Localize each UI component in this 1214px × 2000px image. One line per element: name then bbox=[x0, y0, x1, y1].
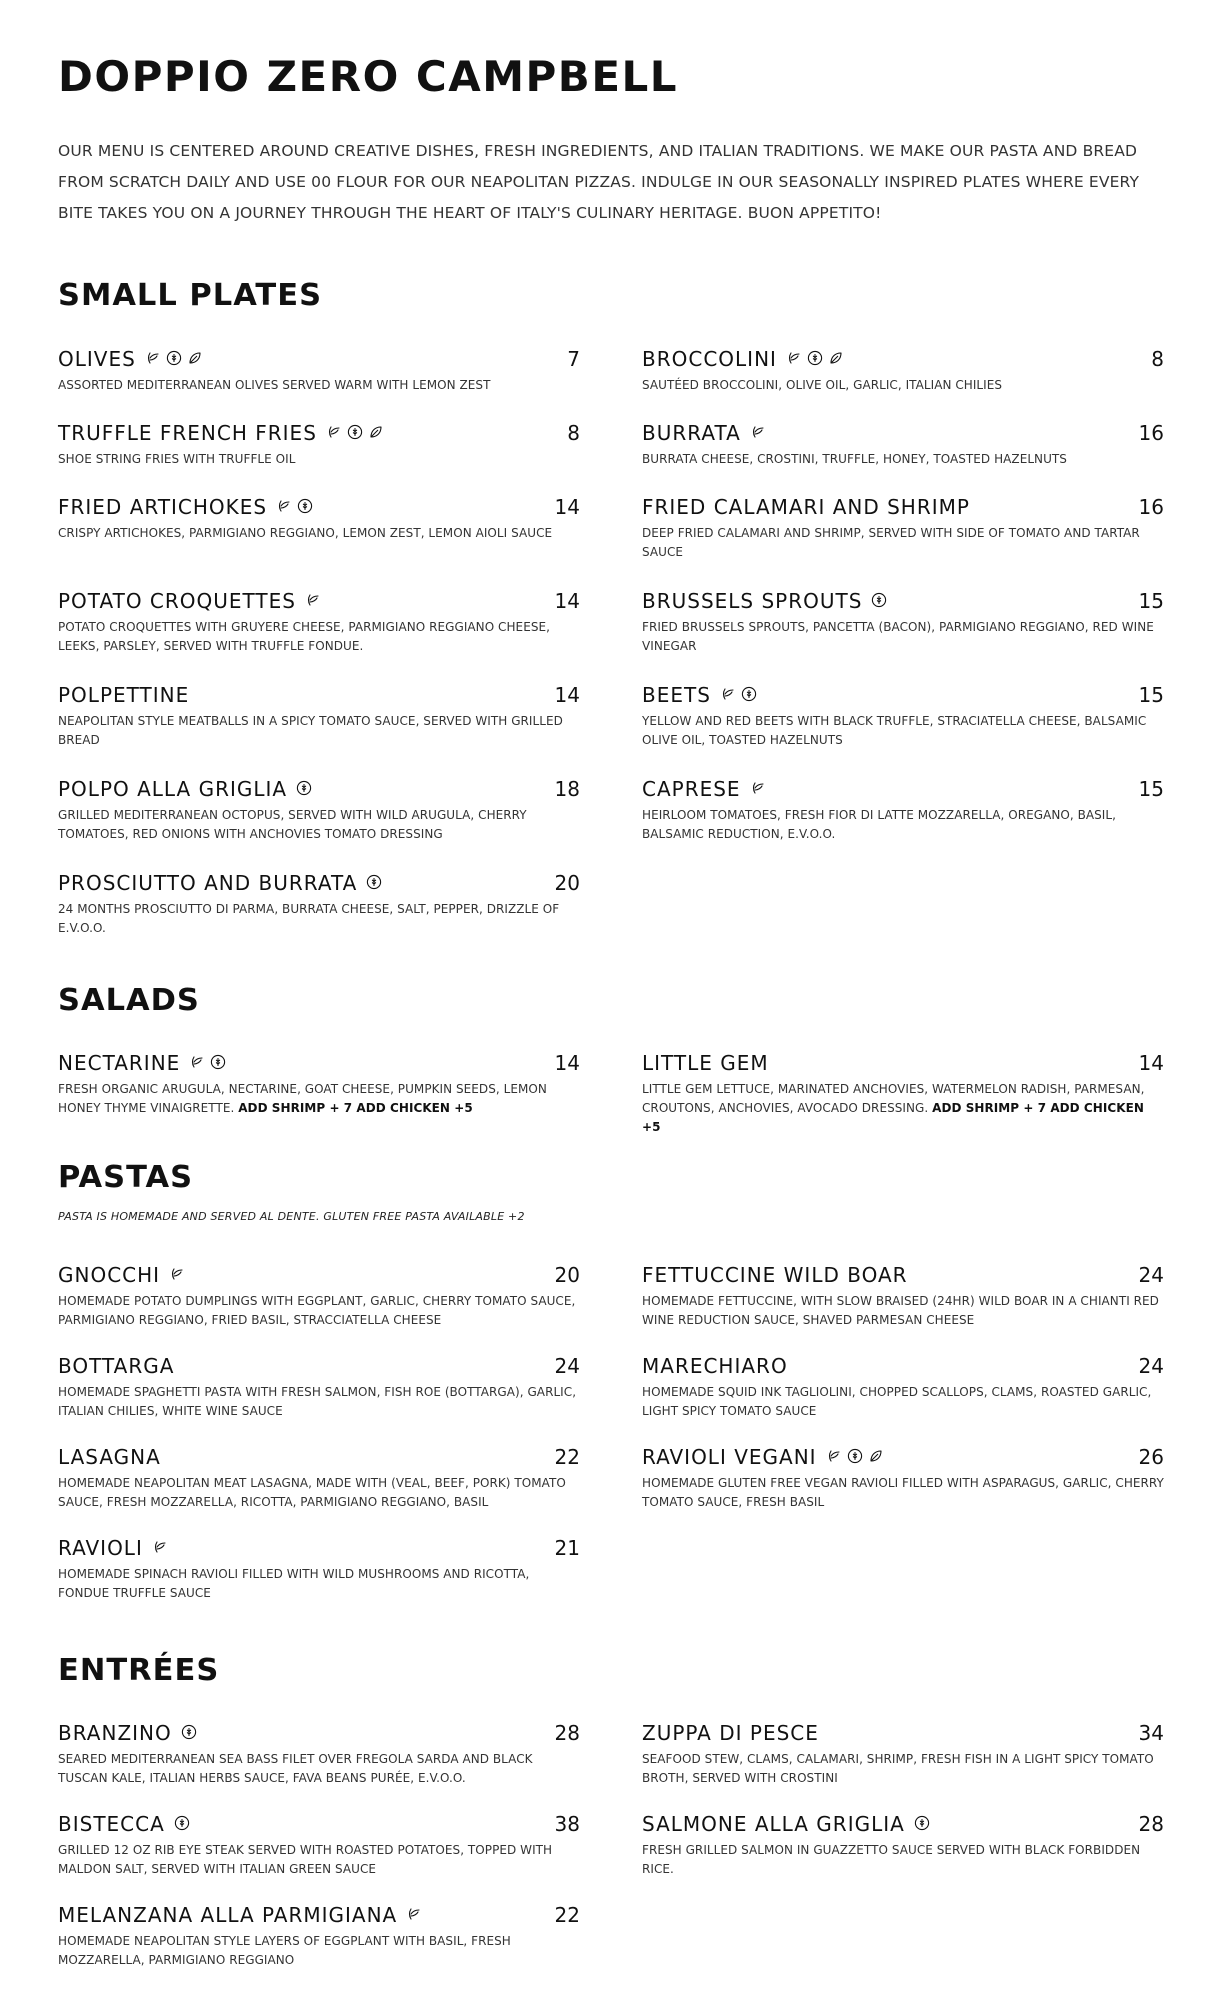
menu-item-price: 22 bbox=[554, 1445, 580, 1469]
menu-item-header bbox=[642, 588, 1164, 614]
menu-section bbox=[58, 1160, 1168, 1195]
menu-item-description bbox=[642, 450, 1164, 469]
vegetarian-icon bbox=[786, 350, 802, 366]
gluten-free-icon bbox=[871, 592, 887, 608]
description-text: LITTLE GEM LETTUCE, MARINATED ANCHOVIES, WATERMELON RADISH, PARMESAN, CROUTONS, ANCHOVIES, AVOCADO DRESSING. bbox=[642, 1082, 1145, 1115]
menu-item bbox=[58, 1444, 580, 1512]
menu-item-description bbox=[58, 1080, 580, 1118]
menu-item bbox=[642, 776, 1164, 844]
menu-item-header bbox=[642, 346, 1164, 372]
menu-intro: OUR MENU IS CENTERED AROUND CREATIVE DISHES, FRESH INGREDIENTS, AND ITALIAN TRADITIONS. WE MAKE OUR PASTA AND BREAD FROM SCRATCH DAILY AND USE 00 FLOUR FOR OUR NEAPOLITAN PIZZAS. INDULGE IN OUR SEASONALLY INSPIRED PLATES WHERE EVERY BITE TAKES YOU ON A JOURNEY THROUGH THE HEART OF ITALY'S CULINARY HERITAGE. BUON APPETITO! bbox=[58, 142, 1140, 222]
menu-item-name: CAPRESE bbox=[642, 777, 741, 801]
menu-item-price: 8 bbox=[567, 421, 580, 445]
menu-item-header bbox=[642, 682, 1164, 708]
menu-item bbox=[642, 494, 1164, 562]
menu-item-name: MELANZANA ALLA PARMIGIANA bbox=[58, 1903, 398, 1927]
menu-item-price: 20 bbox=[554, 871, 580, 895]
vegetarian-icon bbox=[326, 424, 342, 440]
menu-item-header bbox=[58, 1444, 580, 1470]
menu-item-header bbox=[58, 776, 580, 802]
menu-item bbox=[642, 1262, 1164, 1330]
section-title: SALADS bbox=[58, 983, 200, 1018]
gluten-free-icon bbox=[741, 686, 757, 702]
dietary-icons bbox=[184, 1050, 226, 1076]
menu-item-description bbox=[642, 524, 1164, 562]
vegetarian-icon bbox=[305, 592, 321, 608]
menu-item-header bbox=[58, 1902, 580, 1928]
menu-item-header bbox=[642, 494, 1164, 520]
vegetarian-icon bbox=[189, 1054, 205, 1070]
menu-item-name: ZUPPA DI PESCE bbox=[642, 1721, 819, 1745]
menu-item-name: POTATO CROQUETTES bbox=[58, 589, 296, 613]
description-text: SEARED MEDITERRANEAN SEA BASS FILET OVER FREGOLA SARDA AND BLACK TUSCAN KALE, ITALIAN HERBS SAUCE, FAVA BEANS PURÉE, E.V.O.O. bbox=[58, 1752, 533, 1785]
menu-section bbox=[58, 278, 1168, 313]
description-text: HOMEMADE FETTUCCINE, WITH SLOW BRAISED (24HR) WILD BOAR IN A CHIANTI RED WINE REDUCTION SAUCE, SHAVED PARMESAN CHEESE bbox=[642, 1294, 1159, 1327]
dietary-icons bbox=[715, 682, 757, 708]
menu-item-price: 16 bbox=[1138, 495, 1164, 519]
menu-item bbox=[58, 1262, 580, 1330]
menu-item-name: BEETS bbox=[642, 683, 711, 707]
menu-item-name: BRANZINO bbox=[58, 1721, 172, 1745]
description-text: YELLOW AND RED BEETS WITH BLACK TRUFFLE, STRACIATELLA CHEESE, BALSAMIC OLIVE OIL, TOASTED HAZELNUTS bbox=[642, 714, 1147, 747]
menu-item-name: POLPO ALLA GRIGLIA bbox=[58, 777, 288, 801]
menu-item-description bbox=[642, 1750, 1164, 1788]
menu-item-name: OLIVES bbox=[58, 347, 136, 371]
gluten-free-icon bbox=[347, 424, 363, 440]
description-text: POTATO CROQUETTES WITH GRUYERE CHEESE, PARMIGIANO REGGIANO CHEESE, LEEKS, PARSLEY, SERVED WITH TRUFFLE FONDUE. bbox=[58, 620, 550, 653]
menu-item-description bbox=[58, 524, 580, 543]
dietary-icons bbox=[361, 870, 382, 896]
menu-item-name: GNOCCHI bbox=[58, 1263, 161, 1287]
vegan-icon bbox=[368, 424, 384, 440]
menu-item-description bbox=[58, 1750, 580, 1788]
menu-item-name: SALMONE ALLA GRIGLIA bbox=[642, 1812, 905, 1836]
section-note: PASTA IS HOMEMADE AND SERVED AL DENTE. GLUTEN FREE PASTA AVAILABLE +2 bbox=[58, 1210, 525, 1223]
dietary-icons bbox=[909, 1811, 930, 1837]
menu-item-name: POLPETTINE bbox=[58, 683, 190, 707]
menu-item-name: BROCCOLINI bbox=[642, 347, 777, 371]
menu-item-description bbox=[642, 806, 1164, 844]
menu-item-price: 14 bbox=[554, 1051, 580, 1075]
menu-section bbox=[58, 983, 1168, 1018]
menu-item bbox=[58, 1353, 580, 1421]
description-text: 24 MONTHS PROSCIUTTO DI PARMA, BURRATA CHEESE, SALT, PEPPER, DRIZZLE OF E.V.O.O. bbox=[58, 902, 560, 935]
description-text: HOMEMADE SPAGHETTI PASTA WITH FRESH SALMON, FISH ROE (BOTTARGA), GARLIC, ITALIAN CHILIES, WHITE WINE SAUCE bbox=[58, 1385, 577, 1418]
menu-item bbox=[58, 1050, 580, 1118]
menu-item-header bbox=[642, 1720, 1164, 1746]
description-text: HOMEMADE SPINACH RAVIOLI FILLED WITH WILD MUSHROOMS AND RICOTTA, FONDUE TRUFFLE SAUCE bbox=[58, 1567, 530, 1600]
menu-item-price: 28 bbox=[554, 1721, 580, 1745]
menu-item-name: RAVIOLI bbox=[58, 1536, 143, 1560]
menu-item-name: BOTTARGA bbox=[58, 1354, 175, 1378]
menu-item-price: 7 bbox=[567, 347, 580, 371]
dietary-icons bbox=[821, 1444, 884, 1470]
menu-item-name: LITTLE GEM bbox=[642, 1051, 769, 1075]
menu-item-price: 18 bbox=[554, 777, 580, 801]
menu-item-name: NECTARINE bbox=[58, 1051, 181, 1075]
menu-item-price: 15 bbox=[1138, 777, 1164, 801]
add-ons: ADD SHRIMP + 7 ADD CHICKEN +5 bbox=[238, 1101, 473, 1115]
menu-item-description bbox=[58, 1383, 580, 1421]
dietary-icons bbox=[271, 494, 313, 520]
dietary-icons bbox=[781, 346, 844, 372]
dietary-icons bbox=[176, 1720, 197, 1746]
menu-item-header bbox=[58, 1811, 580, 1837]
dietary-icons bbox=[169, 1811, 190, 1837]
description-text: SHOE STRING FRIES WITH TRUFFLE OIL bbox=[58, 452, 296, 466]
menu-item-header bbox=[642, 776, 1164, 802]
menu-item-name: TRUFFLE FRENCH FRIES bbox=[58, 421, 317, 445]
description-text: HOMEMADE NEAPOLITAN MEAT LASAGNA, MADE WITH (VEAL, BEEF, PORK) TOMATO SAUCE, FRESH MOZZARELLA, RICOTTA, PARMIGIANO REGGIANO, BASIL bbox=[58, 1476, 566, 1509]
vegetarian-icon bbox=[152, 1539, 168, 1555]
description-text: HOMEMADE SQUID INK TAGLIOLINI, CHOPPED SCALLOPS, CLAMS, ROASTED GARLIC, LIGHT SPICY TOMATO SAUCE bbox=[642, 1385, 1152, 1418]
menu-item bbox=[642, 420, 1164, 469]
menu-item bbox=[642, 1050, 1164, 1137]
menu-item bbox=[58, 588, 580, 656]
menu-item-description bbox=[58, 1841, 580, 1879]
menu-item-price: 14 bbox=[554, 683, 580, 707]
menu-item-price: 26 bbox=[1138, 1445, 1164, 1469]
description-text: SAUTÉED BROCCOLINI, OLIVE OIL, GARLIC, ITALIAN CHILIES bbox=[642, 378, 1003, 392]
menu-item-header bbox=[642, 1811, 1164, 1837]
dietary-icons bbox=[291, 776, 312, 802]
menu-item-description bbox=[58, 900, 580, 938]
menu-item-description bbox=[642, 1383, 1164, 1421]
menu-item-name: LASAGNA bbox=[58, 1445, 161, 1469]
menu-section bbox=[58, 1653, 1168, 1688]
menu-item-price: 34 bbox=[1138, 1721, 1164, 1745]
vegan-icon bbox=[868, 1448, 884, 1464]
dietary-icons bbox=[401, 1902, 422, 1928]
menu-item-price: 8 bbox=[1151, 347, 1164, 371]
menu-item bbox=[642, 1720, 1164, 1788]
menu-item-price: 15 bbox=[1138, 683, 1164, 707]
menu-item bbox=[58, 682, 580, 750]
description-text: NEAPOLITAN STYLE MEATBALLS IN A SPICY TOMATO SAUCE, SERVED WITH GRILLED BREAD bbox=[58, 714, 563, 747]
menu-item bbox=[58, 1535, 580, 1603]
menu-item-description bbox=[58, 450, 580, 469]
menu-item-price: 14 bbox=[1138, 1051, 1164, 1075]
menu-item-description bbox=[58, 376, 580, 395]
section-title: SMALL PLATES bbox=[58, 278, 323, 313]
menu-item-name: FRIED ARTICHOKES bbox=[58, 495, 268, 519]
vegetarian-icon bbox=[169, 1266, 185, 1282]
dietary-icons bbox=[745, 776, 766, 802]
menu-item-price: 22 bbox=[554, 1903, 580, 1927]
menu-item-name: BRUSSELS SPROUTS bbox=[642, 589, 863, 613]
dietary-icons bbox=[164, 1262, 185, 1288]
menu-item bbox=[58, 1902, 580, 1970]
menu-item-description bbox=[642, 1474, 1164, 1512]
menu-item bbox=[58, 1811, 580, 1879]
menu-item-header bbox=[642, 1262, 1164, 1288]
menu-item-header bbox=[58, 1535, 580, 1561]
section-title: ENTRÉES bbox=[58, 1653, 220, 1688]
menu-item bbox=[58, 776, 580, 844]
vegan-icon bbox=[187, 350, 203, 366]
menu-item-description bbox=[642, 1841, 1164, 1879]
menu-item-header bbox=[58, 494, 580, 520]
menu-item bbox=[58, 870, 580, 938]
menu-item bbox=[642, 1811, 1164, 1879]
menu-item-description bbox=[58, 806, 580, 844]
menu-item bbox=[58, 494, 580, 543]
gluten-free-icon bbox=[174, 1815, 190, 1831]
description-text: FRESH ORGANIC ARUGULA, NECTARINE, GOAT CHEESE, PUMPKIN SEEDS, LEMON HONEY THYME VINAIGRETTE. bbox=[58, 1082, 547, 1115]
description-text: CRISPY ARTICHOKES, PARMIGIANO REGGIANO, LEMON ZEST, LEMON AIOLI SAUCE bbox=[58, 526, 553, 540]
description-text: FRESH GRILLED SALMON IN GUAZZETTO SAUCE SERVED WITH BLACK FORBIDDEN RICE. bbox=[642, 1843, 1141, 1876]
menu-item-header bbox=[642, 1353, 1164, 1379]
vegetarian-icon bbox=[750, 780, 766, 796]
description-text: SEAFOOD STEW, CLAMS, CALAMARI, SHRIMP, FRESH FISH IN A LIGHT SPICY TOMATO BROTH, SERVED WITH CROSTINI bbox=[642, 1752, 1154, 1785]
menu-item-name: BISTECCA bbox=[58, 1812, 165, 1836]
description-text: BURRATA CHEESE, CROSTINI, TRUFFLE, HONEY, TOASTED HAZELNUTS bbox=[642, 452, 1067, 466]
menu-item-description bbox=[58, 1292, 580, 1330]
description-text: ASSORTED MEDITERRANEAN OLIVES SERVED WARM WITH LEMON ZEST bbox=[58, 378, 491, 392]
menu-item-price: 24 bbox=[1138, 1354, 1164, 1378]
gluten-free-icon bbox=[914, 1815, 930, 1831]
add-ons: ADD SHRIMP + 7 ADD CHICKEN +5 bbox=[642, 1101, 1144, 1134]
menu-item bbox=[642, 346, 1164, 395]
menu-item-name: MARECHIARO bbox=[642, 1354, 788, 1378]
description-text: HEIRLOOM TOMATOES, FRESH FIOR DI LATTE MOZZARELLA, OREGANO, BASIL, BALSAMIC REDUCTION, E.V.O.O. bbox=[642, 808, 1116, 841]
menu-item-price: 24 bbox=[554, 1354, 580, 1378]
menu-item-price: 38 bbox=[554, 1812, 580, 1836]
dietary-icons bbox=[300, 588, 321, 614]
menu-item-header bbox=[58, 1353, 580, 1379]
menu-item bbox=[642, 588, 1164, 656]
menu-item-description bbox=[642, 376, 1164, 395]
vegetarian-icon bbox=[145, 350, 161, 366]
vegetarian-icon bbox=[826, 1448, 842, 1464]
menu-item-price: 28 bbox=[1138, 1812, 1164, 1836]
menu-item-description bbox=[642, 712, 1164, 750]
menu-item-header bbox=[58, 870, 580, 896]
description-text: DEEP FRIED CALAMARI AND SHRIMP, SERVED WITH SIDE OF TOMATO AND TARTAR SAUCE bbox=[642, 526, 1140, 559]
menu-item-price: 21 bbox=[554, 1536, 580, 1560]
menu-item bbox=[642, 1444, 1164, 1512]
menu-item bbox=[642, 682, 1164, 750]
menu-item bbox=[642, 1353, 1164, 1421]
menu-item-header bbox=[642, 420, 1164, 446]
menu-item-name: FETTUCCINE WILD BOAR bbox=[642, 1263, 908, 1287]
dietary-icons bbox=[745, 420, 766, 446]
description-text: HOMEMADE POTATO DUMPLINGS WITH EGGPLANT, GARLIC, CHERRY TOMATO SAUCE, PARMIGIANO REGGIANO, FRIED BASIL, STRACCIATELLA CHEESE bbox=[58, 1294, 576, 1327]
gluten-free-icon bbox=[297, 498, 313, 514]
menu-item-price: 15 bbox=[1138, 589, 1164, 613]
menu-item-header bbox=[58, 346, 580, 372]
dietary-icons bbox=[147, 1535, 168, 1561]
menu-item-name: BURRATA bbox=[642, 421, 741, 445]
gluten-free-icon bbox=[181, 1724, 197, 1740]
menu-item-description bbox=[58, 1932, 580, 1970]
section-title: PASTAS bbox=[58, 1160, 194, 1195]
vegetarian-icon bbox=[406, 1906, 422, 1922]
gluten-free-icon bbox=[807, 350, 823, 366]
menu-item-description bbox=[642, 1080, 1164, 1137]
menu-item-header bbox=[58, 1050, 580, 1076]
menu-item bbox=[58, 346, 580, 395]
gluten-free-icon bbox=[366, 874, 382, 890]
vegetarian-icon bbox=[720, 686, 736, 702]
gluten-free-icon bbox=[210, 1054, 226, 1070]
restaurant-title: DOPPIO ZERO CAMPBELL bbox=[58, 52, 679, 101]
description-text: HOMEMADE NEAPOLITAN STYLE LAYERS OF EGGPLANT WITH BASIL, FRESH MOZZARELLA, PARMIGIANO REGGIANO bbox=[58, 1934, 511, 1967]
menu-item-header bbox=[58, 1720, 580, 1746]
description-text: GRILLED 12 OZ RIB EYE STEAK SERVED WITH ROASTED POTATOES, TOPPED WITH MALDON SALT, SERVED WITH ITALIAN GREEN SAUCE bbox=[58, 1843, 553, 1876]
gluten-free-icon bbox=[166, 350, 182, 366]
menu-item bbox=[58, 1720, 580, 1788]
menu-item-header bbox=[58, 1262, 580, 1288]
menu-item-price: 24 bbox=[1138, 1263, 1164, 1287]
vegetarian-icon bbox=[276, 498, 292, 514]
vegetarian-icon bbox=[750, 424, 766, 440]
gluten-free-icon bbox=[847, 1448, 863, 1464]
description-text: HOMEMADE GLUTEN FREE VEGAN RAVIOLI FILLED WITH ASPARAGUS, GARLIC, CHERRY TOMATO SAUCE, FRESH BASIL bbox=[642, 1476, 1164, 1509]
menu-item-header bbox=[58, 588, 580, 614]
dietary-icons bbox=[321, 420, 384, 446]
gluten-free-icon bbox=[296, 780, 312, 796]
vegan-icon bbox=[828, 350, 844, 366]
menu-item-price: 20 bbox=[554, 1263, 580, 1287]
menu-item-name: FRIED CALAMARI AND SHRIMP bbox=[642, 495, 970, 519]
menu-item-price: 14 bbox=[554, 589, 580, 613]
menu-item-name: PROSCIUTTO AND BURRATA bbox=[58, 871, 358, 895]
menu-item-name: RAVIOLI VEGANI bbox=[642, 1445, 817, 1469]
menu-item bbox=[58, 420, 580, 469]
menu-item-description bbox=[642, 618, 1164, 656]
menu-item-price: 14 bbox=[554, 495, 580, 519]
menu-item-header bbox=[58, 420, 580, 446]
menu-item-description bbox=[642, 1292, 1164, 1330]
menu-item-header bbox=[642, 1050, 1164, 1076]
description-text: FRIED BRUSSELS SPROUTS, PANCETTA (BACON), PARMIGIANO REGGIANO, RED WINE VINEGAR bbox=[642, 620, 1154, 653]
menu-item-description bbox=[58, 1474, 580, 1512]
menu-item-description bbox=[58, 618, 580, 656]
dietary-icons bbox=[866, 588, 887, 614]
menu-item-header bbox=[58, 682, 580, 708]
dietary-icons bbox=[140, 346, 203, 372]
menu-item-description bbox=[58, 712, 580, 750]
menu-item-price: 16 bbox=[1138, 421, 1164, 445]
description-text: GRILLED MEDITERRANEAN OCTOPUS, SERVED WITH WILD ARUGULA, CHERRY TOMATOES, RED ONIONS WITH ANCHOVIES TOMATO DRESSING bbox=[58, 808, 527, 841]
menu-item-description bbox=[58, 1565, 580, 1603]
menu-item-header bbox=[642, 1444, 1164, 1470]
